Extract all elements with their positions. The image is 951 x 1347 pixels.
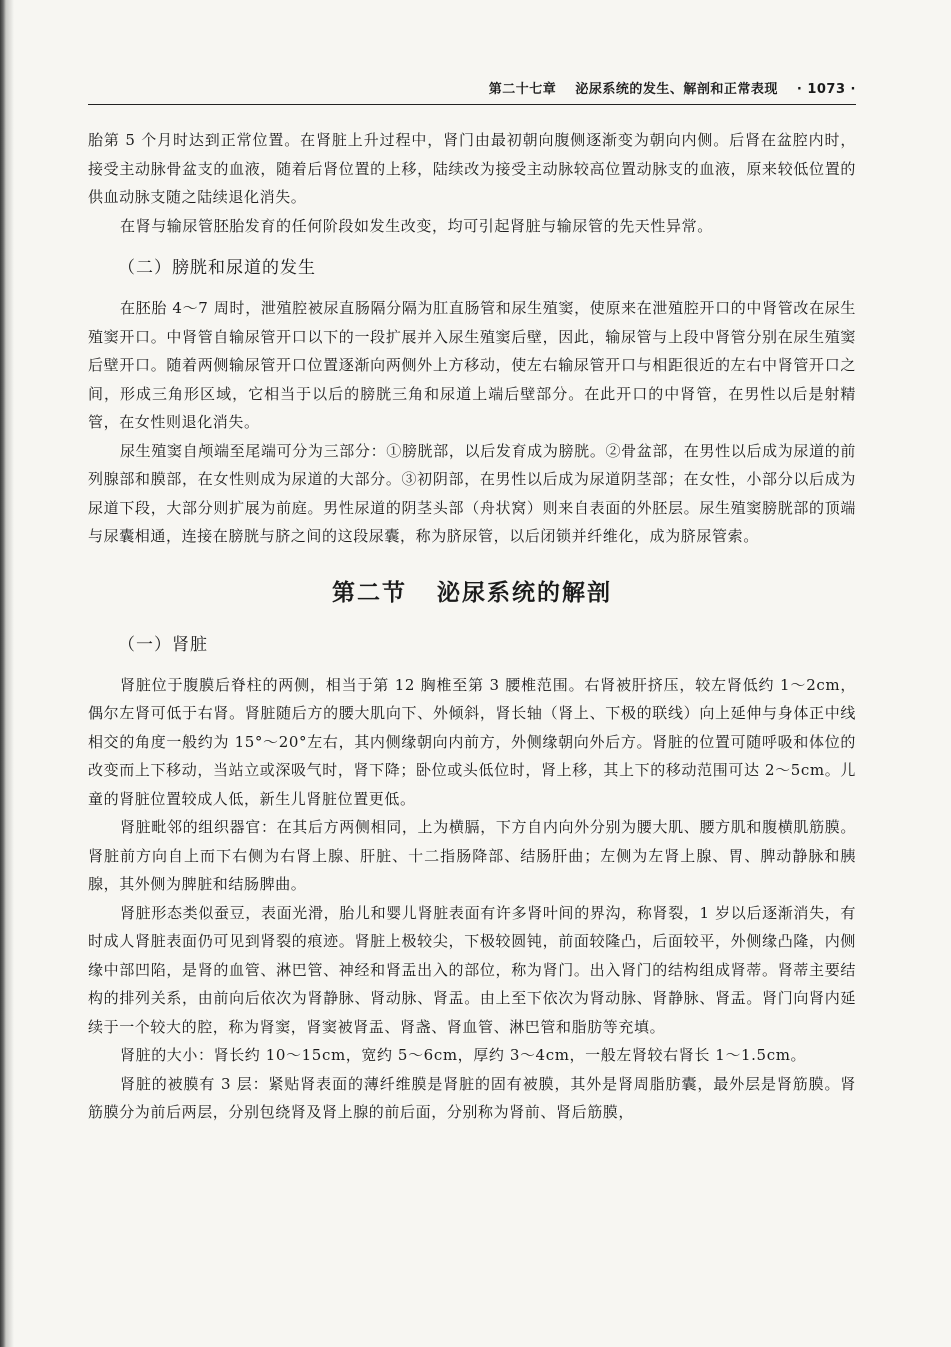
paragraph: 肾脏毗邻的组织器官：在其后方两侧相同，上为横膈，下方自内向外分别为腰大肌、腰方肌和腹横肌筋膜。肾脏前方向自上而下右侧为右肾上腺、肝脏、十二指肠降部、结肠肝曲；左侧为左肾上腺、胃、脾动静脉和胰腺，其外侧为脾脏和结肠脾曲。 — [88, 818, 856, 893]
paragraph: 肾脏的大小：肾长约 10～15cm，宽约 5～6cm，厚约 3～4cm，一般左肾较右肾长 1～1.5cm。 — [120, 1046, 807, 1064]
page-number: · 1073 · — [796, 82, 856, 97]
chapter-title: 泌尿系统的发生、解剖和正常表现 — [575, 82, 778, 97]
section-title: 泌尿系统的解剖 — [437, 579, 612, 606]
running-header — [88, 78, 856, 105]
paragraph: 胎第 5 个月时达到正常位置。在肾脏上升过程中，肾门由最初朝向腹侧逐渐变为朝向内侧。后肾在盆腔内时，接受主动脉骨盆支的血液，随着后肾位置的上移，陆续改为接受主动脉较高位置动脉支的血液，原来较低位置的供血动脉支随之陆续退化消失。 — [88, 131, 856, 206]
paragraph: 在肾与输尿管胚胎发育的任何阶段如发生改变，均可引起肾脏与输尿管的先天性异常。 — [120, 216, 713, 235]
subsection-heading-bladder: （二）膀胱和尿道的发生 — [118, 258, 316, 278]
subsection-heading-kidney: （一）肾脏 — [118, 634, 208, 655]
paragraph: 在胚胎 4～7 周时，泄殖腔被尿直肠隔分隔为肛直肠管和尿生殖窦，使原来在泄殖腔开口的中肾管改在尿生殖窦开口。中肾管自输尿管开口以下的一段扩展并入尿生殖窦后壁，因此，输尿管与上段中肾管分别在尿生殖窦后壁开口。随着两侧输尿管开口位置逐渐向两侧外上方移动，使左右输尿管开口与相距很近的左右中肾管开口之间，形成三角形区域，它相当于以后的膀胱三角和尿道上端后壁部分。在此开口的中肾管，在男性以后是射精管，在女性则退化消失。 — [88, 299, 856, 431]
paragraph: 肾脏的被膜有 3 层：紧贴肾表面的薄纤维膜是肾脏的固有被膜，其外是肾周脂肪囊，最外层是肾筋膜。肾筋膜分为前后两层，分别包绕肾及肾上腺的前后面，分别称为肾前、肾后筋膜， — [88, 1074, 856, 1121]
book-binding-edge — [0, 0, 14, 1347]
paragraph: 肾脏位于腹膜后脊柱的两侧，相当于第 12 胸椎至第 3 腰椎范围。右肾被肝挤压，较左肾低约 1～2cm，偶尔左肾可低于右肾。肾脏随后方的腰大肌向下、外倾斜，肾长轴（肾上、下极的联线）向上延伸与身体正中线相交的角度一般约为 15°～20°左右，其内侧缘朝向内前方，外侧缘朝向外后方。肾脏的位置可随呼吸和体位的改变而上下移动，当站立或深吸气时，肾下降；卧位或头低位时，肾上移，其上下的移动范围可达 2～5cm。儿童的肾脏位置较成人低，新生儿肾脏位置更低。 — [88, 675, 856, 808]
page-body — [88, 126, 856, 1127]
section-heading — [88, 575, 856, 611]
section-number: 第二节 — [332, 579, 407, 606]
paragraph: 肾脏形态类似蚕豆，表面光滑，胎儿和婴儿肾脏表面有许多肾叶间的界沟，称肾裂，1 岁以后逐渐消失，有时成人肾脏表面仍可见到肾裂的痕迹。肾脏上极较尖，下极较圆钝，前面较隆凸，后面较平，外侧缘凸隆，内侧缘中部凹陷，是肾的血管、淋巴管、神经和肾盂出入的部位，称为肾门。出入肾门的结构组成肾蒂。肾蒂主要结构的排列关系，由前向后依次为肾静脉、肾动脉、肾盂。由上至下依次为肾动脉、肾静脉、肾盂。肾门向肾内延续于一个较大的腔，称为肾窦，肾窦被肾盂、肾盏、肾血管、淋巴管和脂肪等充填。 — [88, 903, 856, 1036]
paragraph: 尿生殖窦自颅端至尾端可分为三部分：①膀胱部，以后发育成为膀胱。②骨盆部，在男性以后成为尿道的前列腺部和膜部，在女性则成为尿道的大部分。③初阴部，在男性以后成为尿道阴茎部；在女性，小部分以后成为尿道下段，大部分则扩展为前庭。男性尿道的阴茎头部（舟状窝）则来自表面的外胚层。尿生殖窦膀胱部的顶端与尿囊相通，连接在膀胱与脐之间的这段尿囊，称为脐尿管，以后闭锁并纤维化，成为脐尿管索。 — [88, 441, 856, 545]
chapter-number: 第二十七章 — [488, 82, 557, 97]
